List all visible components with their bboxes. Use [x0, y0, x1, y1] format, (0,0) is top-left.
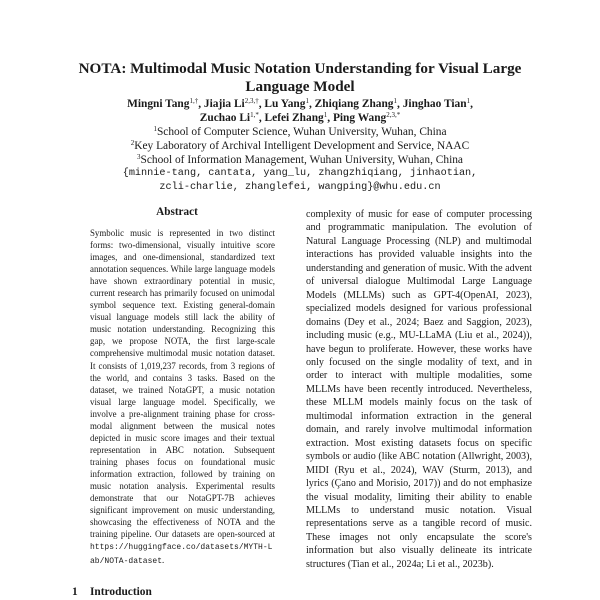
abstract-text: Symbolic music is represented in two distinct forms: two-dimensional, visually intuitive score images, and one-dimensional, standardized text annotation sequences. While large language models have shown extraordinary potential in music, current research has primarily focused on unimodal symbol sequence text. Existing general-domain visual language models still lack the ability of music notation understanding. Recognizing this gap, we propose NOTA, the first large-scale comprehensive multimodal music notation dataset. It consists of 1,019,237 records, from 3 regions of the world, and contains 3 tasks. Based on the dataset, we trained NotaGPT, a music notation visual large language model. Specifically, we involve a pre-alignment training phase for cross-modal alignment between the musical notes depicted in music score images and their textual representation in ABC notation. Subsequent training phases focus on foundational music information extraction, followed by training on music notation analysis. Experimental results demonstrate that our NotaGPT-7B achieves significant improvement on music understanding, showcasing the effectiveness of NOTA and the training pipeline. Our datasets are open-sourced at	[90, 228, 275, 540]
author-marker: 1	[323, 111, 328, 119]
author-list: Mingni Tang$^{1,\dagger}$, Jiajia $Li^{2,3,\dagger}$, Lu Yang$^1$, Zhiqiang Zhang$^1$, Jinghao Tian$^1$, Zuchao $Li^{1,*}$, Lefei Zhang$^1$, Ping Wang$^{2,3,*}$	[127, 97, 473, 124]
section-heading-introduction	[72, 586, 152, 598]
section-number: 1	[72, 586, 78, 598]
abstract-body	[90, 227, 275, 568]
author-name: Jinghao Tian	[402, 98, 467, 110]
dataset-url[interactable]: https://huggingface.co/datasets/MYTH-Lab/NOTA-dataset	[90, 543, 273, 567]
author-name: Mingni Tang	[127, 98, 190, 110]
affiliation-text: Key Laboratory of Archival Intelligent Development and Service, NAAC	[134, 140, 470, 152]
paper-title-line-1: NOTA: Multimodal Music Notation Understanding for Visual Large	[78, 60, 522, 77]
author-marker: 2,3,†	[244, 97, 259, 105]
section-title: Introduction	[90, 586, 152, 598]
affiliation-text: School of Computer Science, Wuhan University, Wuhan, China	[156, 126, 447, 138]
affiliation	[60, 125, 540, 139]
right-column-text: complexity of music for ease of computer processing and programmatic manipulation. The evolution of Natural Language Processing (NLP) and multimodal interactions has provided valuable insights into the understanding and generation of music. With the advent of universal dialogue Multimodal Large Language Models (MLLMs) such as GPT-4(OpenAI, 2023), specialized models designed for various professional domains (Dey et al., 2024; Baez and Saggion, 2023), including music (e.g., MU-LLaMA (Liu et al., 2024)), have begun to proliferate. However, these works have only focused on the single modality of text, and in order to interact with multiple modalities, some MLLMs have been recently introduced. Nevertheless, these MLLM models mainly focus on the task of multimodal information extraction in the general domain, and rarely involve multimodal information extraction. Most existing datasets focus on specific symbols or audio (like ABC notation (Allwright, 2003), MIDI (Ryu et al., 2024), WAV (Sturm, 2013), and lyrics (Çano and Morisio, 2017)) and do not emphasize the visual modality, limiting their ability to enable MLLMs to understand music notation. Visual representations serve as a tangible record of music. These images not only encapsulate the score's information but also visually delineate its intricate structures (Tian et al., 2024a; Li et al., 2023b).	[306, 209, 532, 570]
author-marker: 2,3,*	[386, 111, 401, 119]
author-marker: 1,*	[250, 111, 259, 119]
paper-title	[60, 60, 540, 96]
author-marker: 1	[393, 97, 397, 105]
affiliation	[60, 139, 540, 153]
author-marker: 1,†	[189, 97, 199, 105]
author-emails-line-2: zcli-charlie, zhanglefei, wangping}@whu.edu.cn	[159, 182, 441, 193]
author-name: Zuchao Li	[199, 112, 251, 124]
abstract-heading: Abstract	[156, 206, 198, 218]
abstract-end: .	[162, 555, 165, 566]
author-name: Ping Wang	[332, 112, 387, 124]
affiliation-marker: 1	[153, 125, 157, 133]
author-name: Lefei Zhang	[264, 112, 324, 124]
affiliation	[60, 153, 540, 167]
author-name: Zhiqiang Zhang	[314, 98, 394, 110]
author-emails-line-1: {minnie-tang, cantata, yang_lu, zhangzhiqiang, jinhaotian,	[122, 168, 478, 179]
affiliation-marker: 2	[130, 139, 135, 147]
author-name: Lu Yang	[264, 98, 306, 110]
paper-title-line-2: Language Model	[245, 78, 355, 95]
affiliation-marker: 3	[137, 153, 141, 161]
affiliation-text: School of Information Management, Wuhan University, Wuhan, China	[140, 154, 463, 166]
author-block	[60, 97, 540, 195]
author-name: Jiajia Li	[203, 98, 245, 110]
author-marker: 1	[466, 97, 471, 105]
author-marker: 1	[305, 97, 309, 105]
